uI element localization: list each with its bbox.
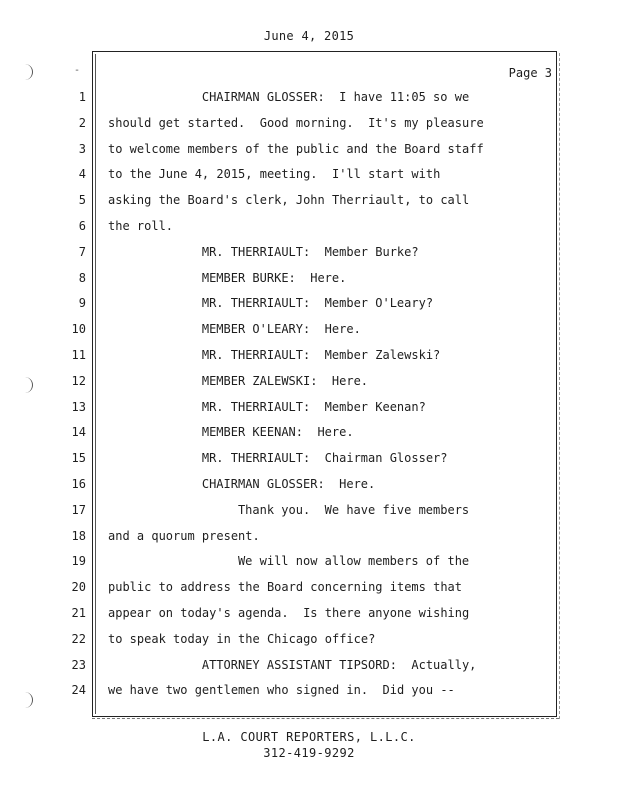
transcript-line: [0, 90, 618, 116]
line-text: MR. THERRIAULT: Member Burke?: [201, 244, 419, 259]
line-number: 22: [71, 631, 86, 646]
transcript-line: [0, 322, 618, 348]
line-number: 7: [78, 244, 86, 259]
line-text: and a quorum present.: [108, 528, 260, 543]
transcript-line: [0, 296, 618, 322]
transcript-line: [0, 425, 618, 451]
line-text: MR. THERRIAULT: Member Keenan?: [201, 399, 426, 414]
line-text: to welcome members of the public and the Board staff: [108, 141, 484, 156]
line-number: 2: [78, 115, 86, 130]
line-number: 5: [78, 193, 86, 208]
line-number: 1: [78, 90, 86, 104]
line-text: MEMBER KEENAN: Here.: [201, 425, 354, 440]
line-number: 14: [71, 425, 86, 440]
transcript-line: [0, 348, 618, 374]
frame-shadow-bottom: [92, 718, 559, 721]
line-text: MEMBER BURKE: Here.: [201, 270, 347, 285]
transcript-line: [0, 477, 618, 503]
line-text: MR. THERRIAULT: Chairman Glosser?: [201, 451, 448, 466]
line-number: 10: [71, 322, 86, 337]
line-text: we have two gentlemen who signed in. Did you --: [108, 683, 455, 698]
line-number: 15: [71, 451, 86, 466]
punch-hole-top: [18, 64, 33, 80]
line-text: MR. THERRIAULT: Member Zalewski?: [201, 348, 441, 362]
line-number: 4: [78, 167, 86, 182]
line-number: 9: [78, 296, 86, 311]
line-text: Thank you. We have five members: [237, 502, 470, 517]
transcript-line: [0, 503, 618, 529]
transcript-line: [0, 271, 618, 297]
line-number: 8: [78, 270, 86, 285]
line-text: should get started. Good morning. It's my pleasure: [108, 115, 484, 130]
transcript-line: [0, 374, 618, 400]
transcript-line: [0, 142, 618, 168]
line-text: We will now allow members of the: [237, 554, 470, 569]
transcript-line: [0, 632, 618, 658]
line-number: 12: [71, 373, 86, 388]
line-text: MEMBER O'LEARY: Here.: [201, 322, 361, 337]
line-number: 19: [71, 554, 86, 569]
line-number: 3: [78, 141, 86, 156]
line-text: public to address the Board concerning items that: [108, 580, 463, 595]
transcript-line: [0, 580, 618, 606]
footer-phone: 312-419-9292: [263, 746, 355, 760]
line-number: 24: [71, 683, 86, 698]
transcript-line: [0, 400, 618, 426]
transcript-line: [0, 167, 618, 193]
line-number: 6: [78, 219, 86, 233]
header-date: June 4, 2015: [263, 29, 355, 43]
transcript-line: [0, 683, 618, 709]
line-text: appear on today's agenda. Is there anyone wishing: [108, 606, 470, 620]
line-number: 20: [71, 580, 86, 595]
line-number: 16: [71, 477, 86, 491]
line-text: MEMBER ZALEWSKI: Here.: [201, 373, 369, 388]
transcript-line: [0, 554, 618, 580]
line-text: MR. THERRIAULT: Member O'Leary?: [201, 296, 434, 311]
line-text: to speak today in the Chicago office?: [108, 631, 376, 646]
line-number: 18: [71, 528, 86, 543]
transcript-line: [0, 219, 618, 245]
transcript-line: [0, 658, 618, 684]
margin-mark: -: [74, 65, 81, 76]
footer-company: L.A. COURT REPORTERS, L.L.C.: [202, 730, 416, 744]
transcript-line: [0, 116, 618, 142]
line-number: 11: [71, 348, 86, 362]
line-number: 17: [71, 502, 86, 517]
transcript-line: [0, 529, 618, 555]
line-text: asking the Board's clerk, John Therriault, to call: [108, 193, 470, 208]
transcript-line: [0, 245, 618, 271]
line-text: ATTORNEY ASSISTANT TIPSORD: Actually,: [201, 657, 477, 672]
line-text: CHAIRMAN GLOSSER: Here.: [201, 477, 376, 491]
transcript-line: [0, 193, 618, 219]
line-text: CHAIRMAN GLOSSER: I have 11:05 so we: [201, 90, 470, 104]
line-number: 23: [71, 657, 86, 672]
line-number: 13: [71, 399, 86, 414]
line-text: to the June 4, 2015, meeting. I'll start with: [108, 167, 441, 182]
line-text: the roll.: [108, 219, 174, 233]
transcript-line: [0, 606, 618, 632]
page-label: Page 3: [508, 66, 552, 80]
transcript-line: [0, 451, 618, 477]
line-number: 21: [71, 606, 86, 620]
